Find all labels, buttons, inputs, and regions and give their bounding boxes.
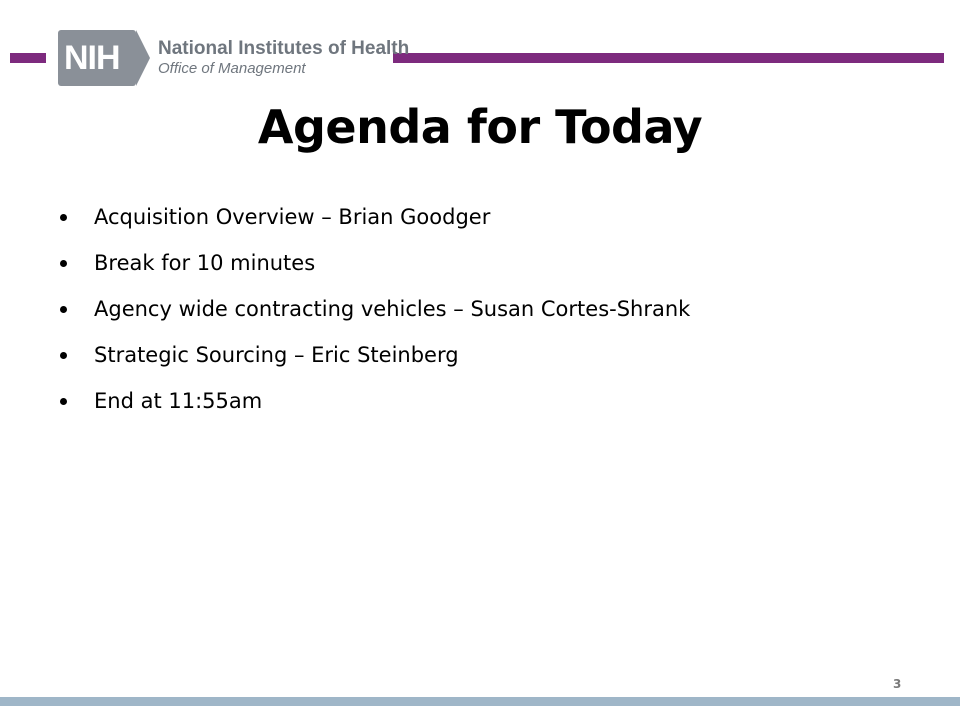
- agenda-item-text: Agency wide contracting vehicles – Susan Cortes-Shrank: [94, 297, 691, 321]
- bullet-icon: [60, 260, 67, 267]
- nih-logo-badge: [58, 30, 136, 86]
- nih-logo-wordmark: [158, 38, 409, 78]
- nih-logo: [58, 27, 409, 89]
- bullet-icon: [60, 352, 67, 359]
- nih-logo-office: Office of Management: [158, 60, 306, 77]
- bullet-icon: [60, 306, 67, 313]
- header-accent-bar-right: [393, 53, 944, 63]
- bullet-icon: [60, 398, 67, 405]
- slide-title: Agenda for Today: [257, 100, 703, 154]
- agenda-item: [60, 378, 690, 424]
- agenda-item-text: Break for 10 minutes: [94, 251, 316, 275]
- nih-logo-chevron-icon: [136, 30, 150, 86]
- agenda-item-text: Strategic Sourcing – Eric Steinberg: [94, 343, 459, 367]
- agenda-item: [60, 194, 690, 240]
- agenda-item: [60, 240, 690, 286]
- footer-bar: [0, 697, 960, 706]
- agenda-item: [60, 332, 690, 378]
- header-accent-bar-left: [10, 53, 46, 63]
- nih-logo-abbr: NIH: [64, 38, 120, 77]
- agenda-item-text: End at 11:55am: [94, 389, 263, 413]
- nih-logo-name: National Institutes of Health: [158, 38, 410, 59]
- bullet-icon: [60, 214, 67, 221]
- agenda-item: [60, 286, 690, 332]
- agenda-list: [60, 194, 690, 424]
- agenda-item-text: Acquisition Overview – Brian Goodger: [94, 205, 491, 229]
- page-number: 3: [893, 677, 902, 691]
